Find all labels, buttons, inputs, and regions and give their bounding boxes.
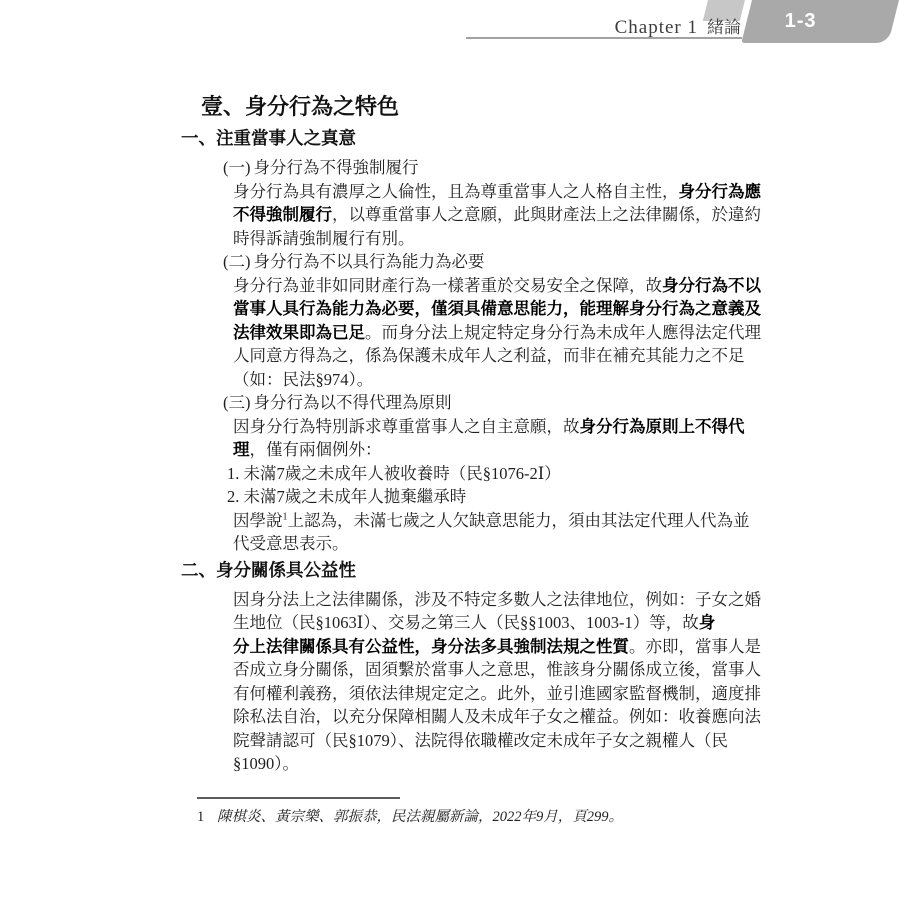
body-line [233, 180, 761, 204]
item-heading [223, 391, 761, 415]
body-line [233, 588, 761, 612]
body-text: 上認為，未滿七歲之人欠缺意思能力，須由其法定代理人代為並 [287, 510, 750, 530]
body-text: 因學說 [233, 510, 283, 530]
body-line [233, 729, 761, 753]
body-line [233, 368, 761, 392]
footnote-text: 陳棋炎、黃宗樂、郭振恭，民法親屬新論，2022年9月，頁299。 [217, 809, 623, 825]
body-text: ，僅有兩個例外： [249, 440, 382, 459]
body-text: 。亦即，當事人是 [629, 636, 761, 656]
body-text: 除私法自治，以充分保障相關人及未成年子女之權益。例如：收養應向法 [233, 707, 761, 726]
body-line [233, 274, 761, 298]
body-text: 否成立身分關係，固須繫於當事人之意思，惟該身分關係成立後，當事人 [233, 660, 761, 679]
bold-text: 身分行為應 [678, 181, 761, 201]
bold-text: 身分行為不以 [662, 275, 761, 295]
body-line [233, 635, 761, 659]
list-text: 2. 未滿7歲之未成年人拋棄繼承時 [227, 487, 467, 506]
bold-text: 法律效果即為已足 [233, 322, 365, 342]
body-text: 身分行為並非如同財產行為一樣著重於交易安全之保障，故 [233, 275, 662, 295]
body-line [233, 415, 761, 439]
footnote-reference: 1 [282, 511, 288, 522]
page-number: 1-3 [784, 10, 817, 32]
body-text: 代受意思表示。 [233, 534, 349, 553]
running-header [400, 13, 741, 39]
bold-text: 身 [698, 613, 716, 632]
bold-text: 理 [233, 440, 250, 459]
body-line [233, 658, 761, 682]
item-title: 身分行為不得強制履行 [253, 158, 419, 177]
page-title: 壹、身分行為之特色 [201, 94, 400, 119]
page-body [181, 126, 761, 776]
body-text: 生地位（民§1063Ⅰ）、交易之第三人（民§§1003、1003-1）等，故 [233, 613, 699, 632]
body-text: 因身分行為特別訴求尊重當事人之自主意願，故 [233, 416, 580, 436]
body-line [233, 297, 761, 321]
item-title: 身分行為以不得代理為原則 [253, 393, 452, 412]
body-line [233, 227, 761, 251]
body-line [233, 438, 761, 462]
numbered-list-item [227, 462, 761, 486]
list-text: 1. 未滿7歲之未成年人被收養時（民§1076-2Ⅰ） [227, 463, 561, 483]
footnote-number: 1 [197, 809, 205, 825]
body-text: 有何權利義務，須依法律規定定之。此外，並引進國家監督機制，適度排 [233, 683, 761, 703]
body-text: （如：民法§974）。 [233, 369, 374, 389]
numbered-list-item [227, 485, 761, 509]
body-line [233, 321, 761, 345]
item-title: 身分行為不以具行為能力為必要 [253, 252, 485, 271]
body-line [233, 611, 761, 635]
body-text: 時得訴請強制履行有別。 [233, 228, 415, 248]
body-text: 人同意方得為之，係為保護未成年人之利益，而非在補充其能力之不足 [233, 346, 745, 365]
body-text: §1090）。 [233, 754, 299, 773]
body-line [233, 752, 761, 776]
chapter-title: 緒論 [707, 18, 741, 37]
bold-text: 不得強制履行 [233, 205, 332, 224]
bold-text: 身分行為原則上不得代 [579, 416, 745, 436]
item-marker: (二) [223, 252, 251, 271]
body-text: 因身分法上之法律關係，涉及不特定多數人之法律地位，例如：子女之婚 [233, 589, 761, 609]
body-line [233, 344, 761, 368]
section-heading-2: 二、身分關係具公益性 [181, 559, 356, 580]
footnote [197, 806, 623, 828]
body-line [233, 705, 761, 729]
bold-text: 當事人具行為能力為必要，僅須具備意思能力，能理解身分行為之意義及 [233, 299, 761, 318]
page-number-tab [741, 0, 899, 43]
chapter-label: Chapter 1 [614, 17, 698, 38]
footnote-divider [197, 797, 400, 799]
item-heading [223, 156, 761, 180]
item-marker: (三) [223, 393, 251, 412]
section-heading-1: 一、注重當事人之真意 [181, 128, 356, 148]
body-text: 身分行為具有濃厚之人倫性，且為尊重當事人之人格自主性， [233, 181, 679, 201]
item-marker: (一) [223, 158, 251, 177]
body-line [233, 509, 761, 533]
body-text: 。而身分法上規定特定身分行為未成年人應得法定代理 [365, 322, 761, 342]
body-line [233, 532, 761, 556]
bold-text: 分上法律關係具有公益性，身分法多具強制法規之性質 [233, 636, 629, 656]
body-text: ，以尊重當事人之意願，此與財產法上之法律關係，於違約 [332, 205, 761, 224]
body-line [233, 203, 761, 227]
body-text: 院聲請認可（民§1079）、法院得依職權改定未成年子女之親權人（民 [233, 730, 728, 750]
item-heading [223, 250, 761, 274]
body-line [233, 682, 761, 706]
